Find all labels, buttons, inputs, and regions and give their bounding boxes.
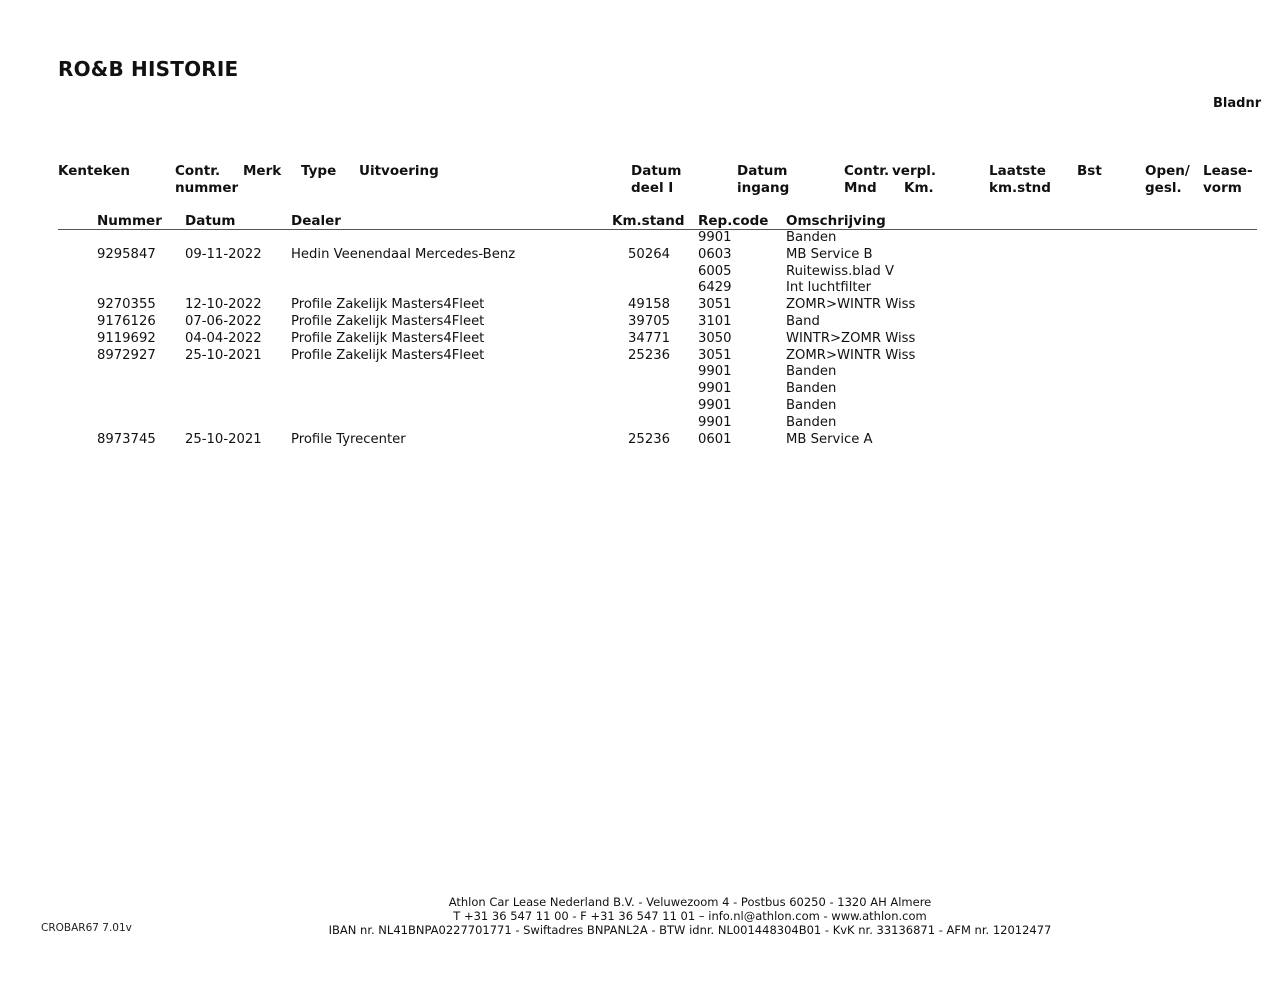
cell-nummer: 9295847 bbox=[97, 246, 156, 262]
cell-kmstand: 25236 bbox=[628, 431, 670, 447]
header-datum2-label: Datum bbox=[737, 163, 788, 179]
header-verpl-label: verpl. bbox=[892, 163, 937, 179]
cell-datum: 25-10-2021 bbox=[185, 347, 262, 363]
table-row bbox=[0, 247, 1280, 264]
header-datum1-label: Datum bbox=[631, 163, 682, 179]
cell-repcode: 3101 bbox=[698, 313, 732, 329]
table-row bbox=[0, 264, 1280, 281]
cell-omschrijving: Banden bbox=[786, 381, 837, 397]
page-title: RO&B HISTORIE bbox=[58, 57, 239, 81]
table-row bbox=[0, 331, 1280, 348]
cell-repcode: 3050 bbox=[698, 330, 732, 346]
table-row bbox=[0, 314, 1280, 331]
cell-datum: 09-11-2022 bbox=[185, 246, 262, 262]
cell-nummer: 8972927 bbox=[97, 347, 156, 363]
header-uitvoering: Uitvoering bbox=[359, 163, 439, 179]
header-deel1-label: deel I bbox=[631, 179, 674, 196]
header-bst: Bst bbox=[1077, 163, 1102, 179]
header-contr-mnd bbox=[844, 163, 889, 196]
cell-dealer: Profile Zakelijk Masters4Fleet bbox=[291, 330, 485, 346]
header-contr-mnd-label: Contr. bbox=[844, 163, 890, 179]
cell-kmstand: 50264 bbox=[628, 246, 670, 262]
cell-repcode: 9901 bbox=[698, 397, 732, 413]
column-header-repcode: Rep.code bbox=[698, 213, 769, 229]
cell-dealer: Hedin Veenendaal Mercedes-Benz bbox=[291, 246, 516, 262]
cell-omschrijving: ZOMR>WINTR Wiss bbox=[786, 297, 916, 313]
cell-omschrijving: Int luchtfilter bbox=[786, 280, 872, 296]
cell-repcode: 3051 bbox=[698, 297, 732, 313]
cell-omschrijving: Banden bbox=[786, 414, 837, 430]
footer-address: Athlon Car Lease Nederland B.V. - Veluwezoom 4 - Postbus 60250 - 1320 AH Almere bbox=[448, 895, 932, 909]
column-header-dealer: Dealer bbox=[291, 213, 341, 229]
form-code: CROBAR67 7.01v bbox=[41, 922, 132, 934]
table-row bbox=[0, 297, 1280, 314]
header-datum-ingang bbox=[737, 163, 789, 196]
footer-contact: T +31 36 547 11 00 - F +31 36 547 11 01 – info.nl@athlon.com - www.athlon.com bbox=[453, 909, 927, 923]
table-row bbox=[0, 398, 1280, 415]
header-kmstnd-label: km.stnd bbox=[989, 179, 1051, 196]
table-row bbox=[0, 415, 1280, 432]
header-laatste-label: Laatste bbox=[989, 163, 1046, 179]
header-kenteken: Kenteken bbox=[58, 163, 130, 179]
column-header-datum: Datum bbox=[185, 213, 236, 229]
header-ingang-label: ingang bbox=[737, 179, 790, 196]
cell-omschrijving: Band bbox=[786, 313, 820, 329]
table-row bbox=[0, 381, 1280, 398]
header-km-label: Km. bbox=[904, 179, 934, 196]
cell-omschrijving: ZOMR>WINTR Wiss bbox=[786, 347, 916, 363]
header-leasevorm bbox=[1203, 163, 1253, 196]
column-header-omschrijving: Omschrijving bbox=[786, 213, 886, 229]
cell-omschrijving: MB Service B bbox=[786, 246, 873, 262]
column-header-nummer: Nummer bbox=[97, 213, 162, 229]
header-open-label: Open/ bbox=[1145, 163, 1190, 179]
cell-repcode: 6005 bbox=[698, 263, 732, 279]
company-footer bbox=[0, 895, 1280, 937]
table-row bbox=[0, 230, 1280, 247]
cell-datum: 04-04-2022 bbox=[185, 330, 262, 346]
cell-datum: 07-06-2022 bbox=[185, 313, 262, 329]
footer-registration: IBAN nr. NL41BNPA0227701771 - Swiftadres BNPANL2A - BTW idnr. NL001448304B01 - KvK nr. 33136871 - AFM nr. 12012477 bbox=[328, 923, 1052, 937]
cell-omschrijving: Banden bbox=[786, 364, 837, 380]
cell-dealer: Profile Tyrecenter bbox=[291, 431, 406, 447]
cell-repcode: 0603 bbox=[698, 246, 732, 262]
header-mnd-label: Mnd bbox=[844, 179, 877, 196]
page-number-label: Bladnr bbox=[1213, 96, 1262, 111]
cell-omschrijving: Banden bbox=[786, 230, 837, 245]
cell-nummer: 9176126 bbox=[97, 313, 156, 329]
table-row bbox=[0, 280, 1280, 297]
cell-repcode: 9901 bbox=[698, 381, 732, 397]
header-nummer-label: nummer bbox=[175, 179, 239, 196]
history-table-body bbox=[0, 230, 1280, 448]
cell-datum: 25-10-2021 bbox=[185, 431, 262, 447]
header-laatste-kmstnd bbox=[989, 163, 1051, 196]
cell-kmstand: 39705 bbox=[628, 313, 670, 329]
table-row bbox=[0, 348, 1280, 365]
header-open-gesl bbox=[1145, 163, 1190, 196]
header-type: Type bbox=[301, 163, 337, 179]
header-gesl-label: gesl. bbox=[1145, 179, 1182, 196]
cell-kmstand: 49158 bbox=[628, 297, 670, 313]
cell-kmstand: 25236 bbox=[628, 347, 670, 363]
cell-repcode: 6429 bbox=[698, 280, 732, 296]
table-row bbox=[0, 432, 1280, 449]
cell-dealer: Profile Zakelijk Masters4Fleet bbox=[291, 347, 485, 363]
cell-nummer: 9119692 bbox=[97, 330, 156, 346]
cell-datum: 12-10-2022 bbox=[185, 297, 262, 313]
cell-repcode: 0601 bbox=[698, 431, 732, 447]
header-merk: Merk bbox=[243, 163, 282, 179]
header-contr-nummer bbox=[175, 163, 238, 196]
header-datum-deel-i bbox=[631, 163, 681, 196]
table-row bbox=[0, 364, 1280, 381]
cell-kmstand: 34771 bbox=[628, 330, 670, 346]
cell-nummer: 9270355 bbox=[97, 297, 156, 313]
header-vorm-label: vorm bbox=[1203, 179, 1242, 196]
cell-dealer: Profile Zakelijk Masters4Fleet bbox=[291, 297, 485, 313]
cell-omschrijving: WINTR>ZOMR Wiss bbox=[786, 330, 916, 346]
header-verpl-km bbox=[892, 163, 936, 196]
cell-omschrijving: Banden bbox=[786, 397, 837, 413]
cell-omschrijving: MB Service A bbox=[786, 431, 873, 447]
header-lease-label: Lease- bbox=[1203, 163, 1253, 179]
cell-dealer: Profile Zakelijk Masters4Fleet bbox=[291, 313, 485, 329]
cell-repcode: 3051 bbox=[698, 347, 732, 363]
cell-omschrijving: Ruitewiss.blad V bbox=[786, 263, 894, 279]
cell-repcode: 9901 bbox=[698, 364, 732, 380]
header-contr-label: Contr. bbox=[175, 163, 221, 179]
cell-repcode: 9901 bbox=[698, 414, 732, 430]
cell-repcode: 9901 bbox=[698, 230, 732, 245]
cell-nummer: 8973745 bbox=[97, 431, 156, 447]
column-header-kmstand: Km.stand bbox=[612, 213, 685, 229]
